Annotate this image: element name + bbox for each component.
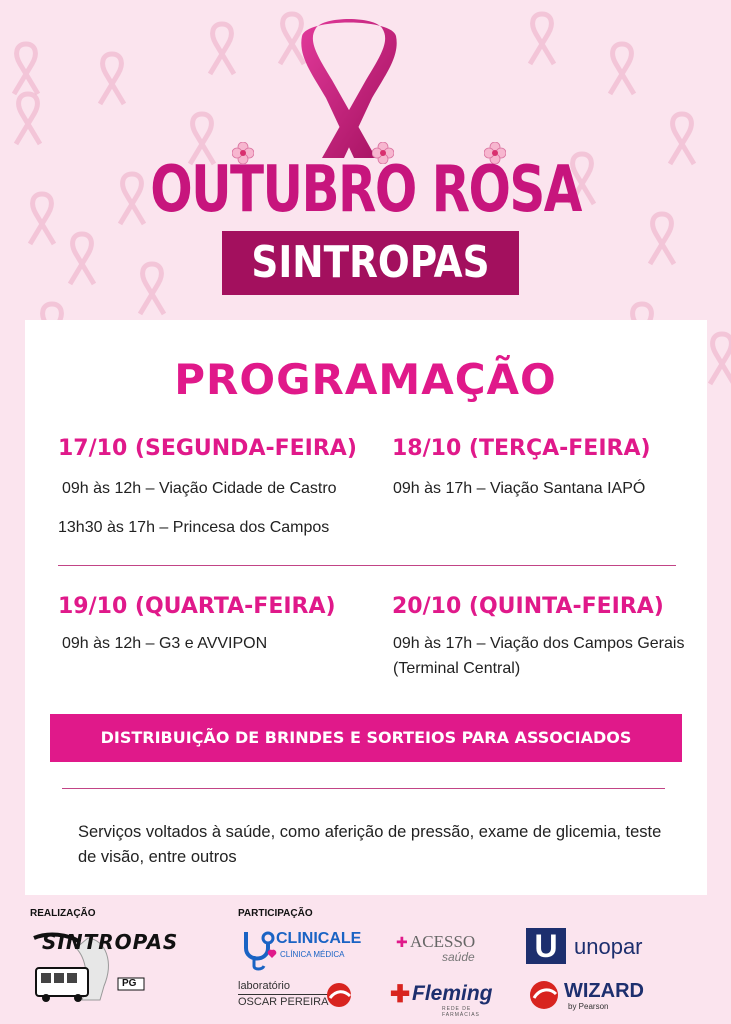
- day-heading: 18/10 (TERÇA-FEIRA): [392, 436, 651, 461]
- schedule-line: (Terminal Central): [393, 660, 521, 677]
- wizard-sub: by Pearson: [568, 1002, 609, 1011]
- ribbon-icon: [600, 40, 644, 96]
- ribbon-icon: [60, 230, 104, 286]
- fleming-name: Fleming: [412, 982, 493, 1005]
- services-text: Serviços voltados à saúde, como aferição de pressão, exame de glicemia, teste de visão, entre outros: [78, 823, 662, 866]
- sintropas-logo-text: SINTROPAS: [42, 930, 179, 954]
- acesso-sub: saúde: [442, 950, 475, 964]
- ribbon-icon: [200, 20, 244, 76]
- sintropas-logo-tag: PG: [122, 978, 137, 989]
- ribbon-icon: [520, 10, 564, 66]
- realizacao-label: REALIZAÇÃO: [30, 908, 96, 919]
- subtitle-banner: [222, 231, 519, 295]
- divider: [62, 788, 665, 789]
- oscar-pereira-logo: [238, 978, 358, 1014]
- unopar-logo: [526, 928, 666, 968]
- day-heading: 17/10 (SEGUNDA-FEIRA): [58, 436, 357, 461]
- participacao-label: PARTICIPAÇÃO: [238, 908, 313, 919]
- oscar-line1: laboratório: [238, 980, 290, 992]
- ribbon-icon: [6, 90, 50, 146]
- clinicale-name: CLINICALE: [276, 930, 362, 947]
- subtitle-text: SINTROPAS: [251, 237, 490, 288]
- unopar-name: unopar: [574, 934, 643, 959]
- program-title: PROGRAMAÇÃO: [174, 355, 557, 404]
- pink-ribbon-icon: [282, 18, 416, 158]
- campaign-title: OUTUBRO ROSA: [150, 153, 581, 227]
- clinicale-logo: [238, 928, 362, 974]
- sintropas-logo: [28, 928, 179, 1008]
- cross-icon: ✚: [396, 934, 408, 950]
- schedule-line: 09h às 12h – G3 e AVVIPON: [62, 635, 268, 652]
- day-heading: 19/10 (QUARTA-FEIRA): [58, 594, 336, 619]
- clinicale-sub: CLÍNICA MÉDICA: [280, 950, 345, 959]
- giveaway-banner: DISTRIBUIÇÃO DE BRINDES E SORTEIOS PARA ASSOCIADOS: [50, 714, 682, 762]
- divider: [58, 565, 676, 566]
- ribbon-icon: [660, 110, 704, 166]
- fleming-cross-icon: ✚: [390, 981, 411, 1008]
- day-heading: 20/10 (QUINTA-FEIRA): [392, 594, 664, 619]
- ribbon-icon: [130, 260, 174, 316]
- acesso-logo: [396, 930, 486, 970]
- schedule-line: 09h às 12h – Viação Cidade de Castro: [62, 480, 337, 497]
- stethoscope-icon: [238, 928, 278, 972]
- ribbon-icon: [20, 190, 64, 246]
- fleming-logo: [390, 980, 510, 1018]
- acesso-name: ACESSO: [410, 932, 476, 951]
- wizard-name: WIZARD: [564, 980, 644, 1002]
- oscar-line2: OSCAR PEREIRA: [238, 996, 329, 1008]
- wizard-logo: [528, 978, 668, 1014]
- wizard-emblem-icon: [528, 980, 560, 1010]
- fleming-sub: REDE DE FARMÁCIAS: [442, 1006, 480, 1018]
- schedule-line: 13h30 às 17h – Princesa dos Campos: [58, 519, 330, 536]
- unopar-mark: U: [526, 928, 566, 964]
- oscar-emblem-icon: [326, 982, 352, 1008]
- schedule-line: 09h às 17h – Viação dos Campos Gerais: [393, 635, 685, 652]
- schedule-line: 09h às 17h – Viação Santana IAPÓ: [393, 480, 646, 497]
- ribbon-icon: [4, 40, 48, 96]
- ribbon-icon: [90, 50, 134, 106]
